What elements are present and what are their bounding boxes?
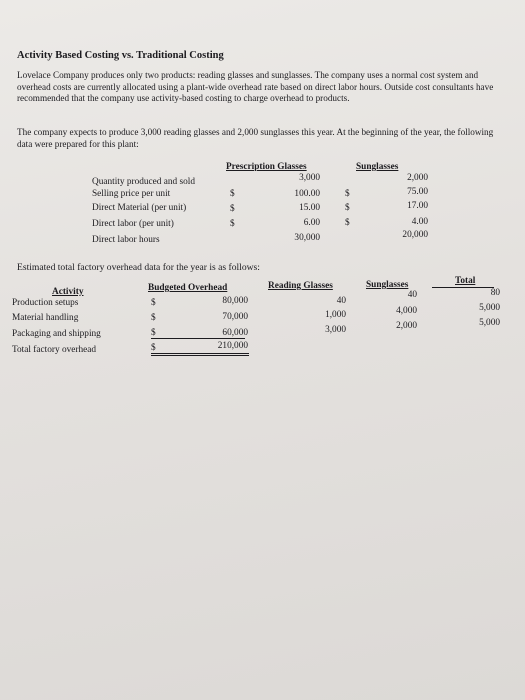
row-label: Direct labor (per unit) <box>92 219 174 229</box>
document-title: Activity Based Costing vs. Traditional Costing <box>17 50 224 61</box>
overhead-heading: Estimated total factory overhead data for the year is as follows: <box>17 262 260 273</box>
reading-value: 1,000 <box>325 310 346 320</box>
sunglasses-value: 4,000 <box>396 306 417 316</box>
currency-sign: $ <box>230 219 235 229</box>
sun-value: 17.00 <box>407 201 428 211</box>
activity-label: Material handling <box>12 313 79 323</box>
rx-value: 3,000 <box>299 173 320 183</box>
sunglasses-value: 40 <box>407 290 417 300</box>
sun-value: 20,000 <box>402 230 428 240</box>
col-total-header: Total <box>455 276 476 286</box>
currency-sign: $ <box>345 189 350 199</box>
intro-paragraph: Lovelace Company produces only two products: reading glasses and sunglasses. The company uses a normal cost system and overhead costs are currently allocated using a plant-wide overhead rate based on direct labor hours. Outside cost consultants have recommended that the company use activity-based costing to charge overhead to products. <box>17 70 494 104</box>
expect-paragraph: The company expects to produce 3,000 reading glasses and 2,000 sunglasses this year. At the beginning of the year, the following data were prepared for this plant: <box>17 127 494 149</box>
col-sunglasses-header: Sunglasses <box>356 162 399 172</box>
rx-value: 30,000 <box>294 233 320 243</box>
row-label: Direct Material (per unit) <box>92 203 187 213</box>
activity-label: Total factory overhead <box>12 345 97 355</box>
sun-value: 2,000 <box>407 173 428 183</box>
col-activity-header: Activity <box>52 287 84 297</box>
col-prescription-header: Prescription Glasses <box>226 162 307 172</box>
budget-value: 70,000 <box>222 312 248 322</box>
currency-sign: $ <box>151 343 156 353</box>
rx-value: 100.00 <box>294 189 320 199</box>
currency-sign: $ <box>345 203 350 213</box>
total-value: 80 <box>490 288 500 298</box>
sunglasses-value: 2,000 <box>396 321 417 331</box>
col-budgeted-header: Budgeted Overhead <box>148 283 228 293</box>
budget-value: 80,000 <box>222 296 248 306</box>
sun-value: 75.00 <box>407 187 428 197</box>
activity-label: Production setups <box>12 298 79 308</box>
row-label: Direct labor hours <box>92 235 160 245</box>
total-value: 5,000 <box>479 303 500 313</box>
sun-value: 4.00 <box>411 217 428 227</box>
activity-label: Packaging and shipping <box>12 329 101 339</box>
col-sunglasses-header: Sunglasses <box>366 280 409 290</box>
budget-value: 210,000 <box>217 341 248 351</box>
row-label: Selling price per unit <box>92 189 171 199</box>
reading-value: 3,000 <box>325 325 346 335</box>
currency-sign: $ <box>345 218 350 228</box>
rx-value: 6.00 <box>303 218 320 228</box>
reading-value: 40 <box>336 296 346 306</box>
currency-sign: $ <box>230 204 235 214</box>
col-reading-header: Reading Glasses <box>268 281 333 291</box>
rx-value: 15.00 <box>299 203 320 213</box>
currency-sign: $ <box>151 328 156 338</box>
row-label: Quantity produced and sold <box>92 177 196 187</box>
total-value: 5,000 <box>479 318 500 328</box>
budget-value: 60,000 <box>222 328 248 338</box>
currency-sign: $ <box>151 298 156 308</box>
currency-sign: $ <box>230 189 235 199</box>
currency-sign: $ <box>151 313 156 323</box>
